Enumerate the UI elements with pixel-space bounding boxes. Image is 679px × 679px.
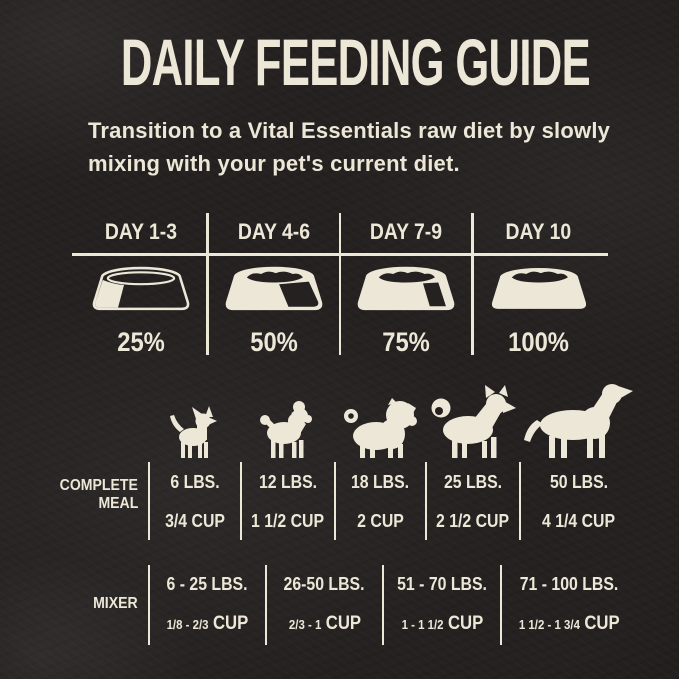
mixer-table (148, 565, 637, 645)
pug-icon (340, 396, 420, 458)
shiba-icon (428, 385, 516, 458)
bowl-75-icon (355, 264, 457, 318)
cup-value: 3/4 CUP (148, 502, 240, 540)
complete-meal-label: COMPLETE MEAL (59, 477, 138, 513)
bowl-25-icon (90, 264, 192, 318)
cup-value: 1/8 - 2/3 CUP (148, 603, 265, 645)
day-header: DAY 7-9 (370, 218, 443, 244)
cup-value: 2/3 - 1 CUP (265, 603, 382, 645)
subtitle-line-1: Transition to a Vital Essentials raw diet by slowly (88, 118, 611, 143)
poodle-icon (256, 400, 318, 458)
bowl-100-icon (488, 264, 590, 318)
day-column-4 (473, 210, 606, 360)
cup-value: 1 1/2 - 1 3/4 CUP (500, 603, 637, 645)
day-header: DAY 4-6 (237, 218, 310, 244)
bowl-50-icon (223, 264, 325, 318)
weight-header: 26-50 LBS. (265, 565, 382, 603)
percent-label: 75% (382, 327, 431, 357)
weight-header: 18 LBS. (334, 462, 425, 502)
subtitle (88, 114, 628, 180)
column-divider (471, 213, 474, 355)
cup-value: 4 1/4 CUP (519, 502, 637, 540)
cup-value: 1 1/2 CUP (240, 502, 334, 540)
weight-header: 50 LBS. (519, 462, 637, 502)
large-dog-icon (521, 378, 633, 458)
weight-header: 6 LBS. (148, 462, 240, 502)
day-header: DAY 1-3 (105, 218, 178, 244)
day-column-3 (340, 210, 473, 360)
weight-header: 6 - 25 LBS. (148, 565, 265, 603)
cup-value: 2 CUP (334, 502, 425, 540)
day-column-1 (75, 210, 208, 360)
percent-label: 25% (117, 327, 166, 357)
weight-header: 51 - 70 LBS. (382, 565, 500, 603)
percent-label: 50% (249, 327, 298, 357)
chihuahua-icon (166, 406, 222, 458)
column-divider (206, 213, 209, 355)
subtitle-line-2: mixing with your pet's current diet. (88, 151, 460, 176)
column-divider (339, 213, 342, 355)
weight-header: 12 LBS. (240, 462, 334, 502)
cup-value: 1 - 1 1/2 CUP (382, 603, 500, 645)
weight-header: 71 - 100 LBS. (500, 565, 637, 603)
day-header: DAY 10 (505, 218, 572, 244)
weight-header: 25 LBS. (425, 462, 519, 502)
transition-table (75, 210, 605, 360)
mixer-label: MIXER (93, 595, 138, 612)
percent-label: 100% (508, 327, 570, 357)
cup-value: 2 1/2 CUP (425, 502, 519, 540)
page-title: DAILY FEEDING GUIDE (120, 25, 590, 99)
day-column-2 (208, 210, 341, 360)
complete-meal-table (148, 462, 637, 540)
